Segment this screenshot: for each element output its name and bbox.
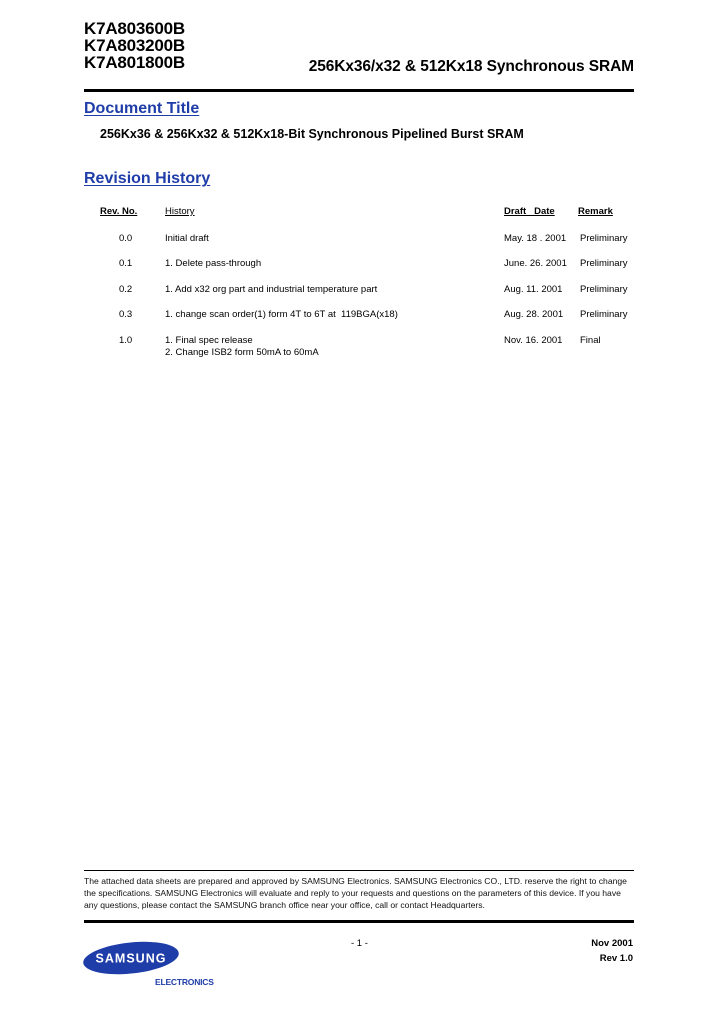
table-row-history <box>165 335 319 359</box>
logo-subtext: ELECTRONICS <box>155 977 214 987</box>
table-row-history <box>165 284 377 296</box>
part-number: K7A803600B <box>84 19 186 38</box>
table-row-remark: Final <box>580 335 601 346</box>
samsung-logo <box>82 941 180 975</box>
logo-wordmark: SAMSUNG <box>95 951 167 966</box>
document-title-heading: Document Title <box>84 100 200 117</box>
table-row-remark: Preliminary <box>580 258 628 269</box>
table-row-history <box>165 258 261 270</box>
revision-history-heading: Revision History <box>84 170 211 187</box>
footer-revision: Rev 1.0 <box>599 953 633 964</box>
page-number: - 1 - <box>351 938 368 949</box>
table-row-rev: 0.2 <box>119 284 133 295</box>
document-title-text: 256Kx36 & 256Kx32 & 512Kx18-Bit Synchronous Pipelined Burst SRAM <box>100 127 524 141</box>
footer-divider-thick <box>84 920 634 923</box>
history-line: 2. Change ISB2 form 50mA to 60mA <box>165 347 319 358</box>
table-row-rev: 0.0 <box>119 233 133 244</box>
table-row-date: Aug. 28. 2001 <box>504 309 564 320</box>
footer-date: Nov 2001 <box>591 938 633 949</box>
disclaimer-text: The attached data sheets are prepared and approved by SAMSUNG Electronics. SAMSUNG Electronics CO., LTD. reserve the right to change the specifications. SAMSUNG Electronics will evaluate and reply to your requests and questions on the parameters of this device. If you have any questions, please contact the SAMSUNG branch office near your office, call or contact Headquarters. <box>84 876 627 910</box>
table-row-rev: 1.0 <box>119 335 133 346</box>
part-number: K7A803200B <box>84 36 186 55</box>
history-line: 1. Delete pass-through <box>165 258 262 269</box>
table-row-history <box>165 233 209 245</box>
column-header-draft-date: Draft Date <box>504 206 555 217</box>
header-title: 256Kx36/x32 & 512Kx18 Synchronous SRAM <box>308 58 634 75</box>
history-line: Initial draft <box>165 233 209 244</box>
table-row-remark: Preliminary <box>580 284 628 295</box>
table-row-remark: Preliminary <box>580 233 628 244</box>
table-row-history <box>165 309 398 321</box>
table-row-rev: 0.3 <box>119 309 133 320</box>
table-row-date: Nov. 16. 2001 <box>504 335 563 346</box>
part-number: K7A801800B <box>84 53 186 72</box>
history-line: 1. change scan order(1) form 4T to 6T at 119BGA(x18) <box>165 309 398 320</box>
table-row-date: June. 26. 2001 <box>504 258 567 269</box>
part-number-list <box>84 20 185 71</box>
history-line: 1. Add x32 org part and industrial temperature part <box>165 284 378 295</box>
table-row-rev: 0.1 <box>119 258 133 269</box>
footer-divider-thin <box>84 870 634 871</box>
column-header-remark: Remark <box>578 206 613 217</box>
column-header-rev-no: Rev. No. <box>100 206 138 217</box>
header-divider <box>84 89 634 92</box>
column-header-history: History <box>165 206 195 217</box>
history-line: 1. Final spec release <box>165 335 253 346</box>
table-row-date: May. 18 . 2001 <box>504 233 567 244</box>
table-row-remark: Preliminary <box>580 309 628 320</box>
table-row-date: Aug. 11. 2001 <box>504 284 563 295</box>
